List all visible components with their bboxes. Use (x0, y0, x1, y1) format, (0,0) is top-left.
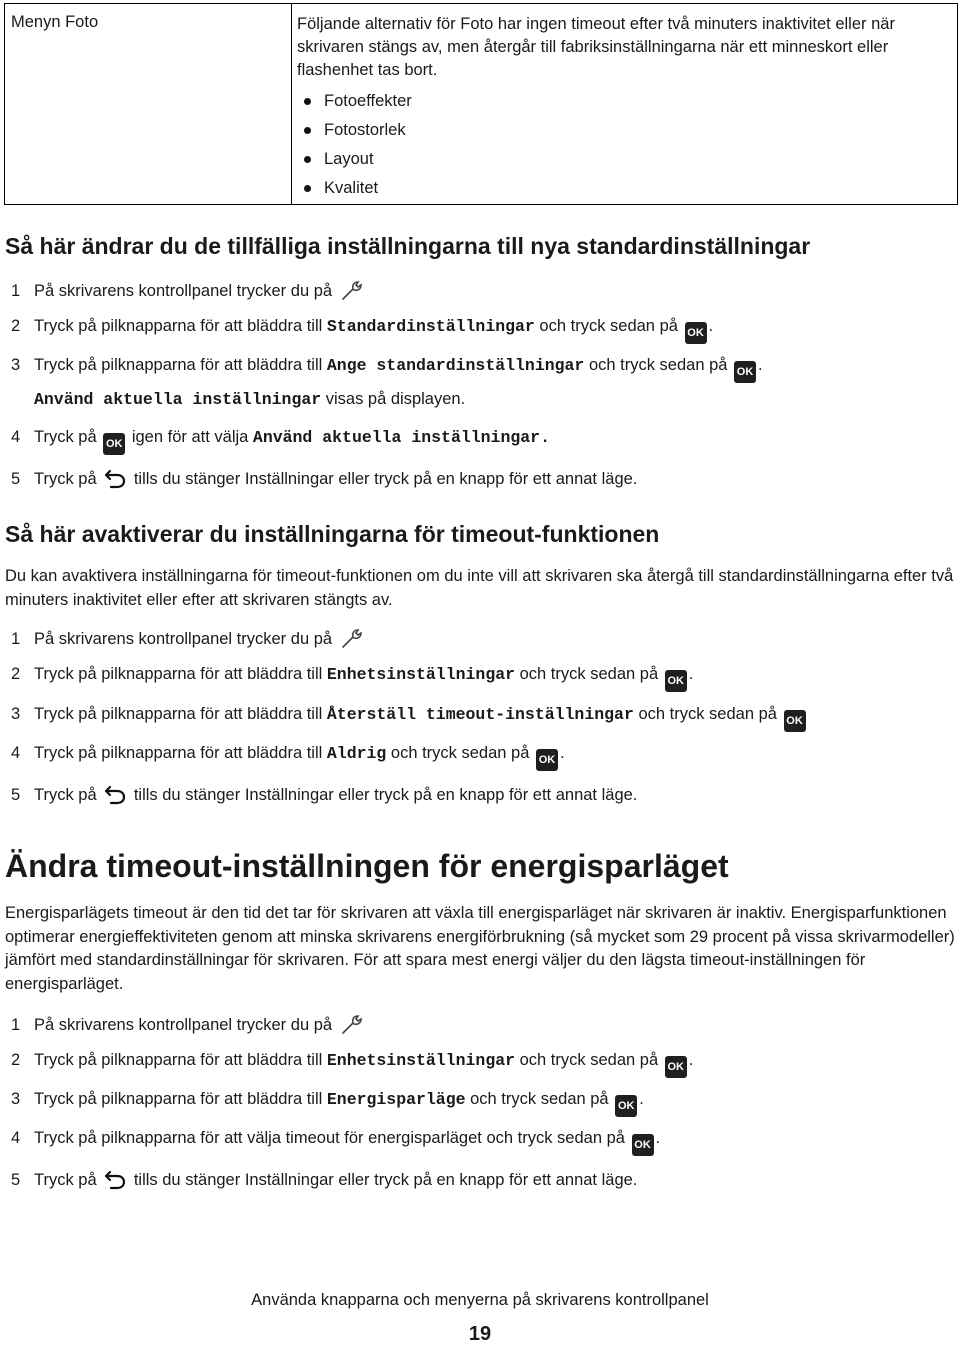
menu-option-code: Använd aktuella inställningar (34, 390, 322, 409)
page-footer: Använda knapparna och menyerna på skrivarens kontrollpanel (251, 1291, 709, 1309)
menu-option-code: Använd aktuella inställningar (252, 428, 541, 447)
step-1 (11, 1013, 367, 1035)
step-text: Tryck på pilknapparna för att bläddra till (34, 1051, 323, 1069)
ok-button-icon: OK (632, 1134, 654, 1156)
step-text: tills du stänger Inställningar eller tryck på en knapp för ett annat läge. (133, 470, 638, 488)
step-4 (11, 428, 550, 455)
step-4 (11, 744, 565, 771)
menu-label: Menyn Foto (11, 13, 99, 31)
step-text: På skrivarens kontrollpanel trycker du på (34, 282, 333, 300)
list-item: Fotostorlek (292, 117, 957, 146)
punctuation: . (655, 1129, 661, 1147)
punctuation: . (639, 1090, 644, 1108)
punctuation: . (688, 665, 694, 683)
menu-option-code: Aldrig (326, 744, 387, 763)
step-text: Tryck på pilknapparna för att bläddra till (34, 356, 323, 374)
ok-button-icon: OK (734, 361, 756, 383)
back-arrow-icon (104, 467, 126, 489)
ok-button-icon: OK (103, 433, 125, 455)
step-text: och tryck sedan på (588, 356, 728, 374)
step-text: Tryck på (34, 1171, 97, 1189)
step-number: 2 (11, 665, 21, 683)
step-text: På skrivarens kontrollpanel trycker du på (34, 630, 333, 648)
list-item: Fotoeffekter (292, 88, 957, 117)
step-text: Tryck på pilknapparna för att bläddra till (34, 744, 323, 762)
step-5 (11, 783, 637, 805)
step-text: igen för att välja (131, 428, 249, 446)
menu-option-code: Energisparläge (326, 1090, 466, 1109)
step-3 (11, 356, 763, 383)
step-text: och tryck sedan på (539, 317, 678, 335)
step-number: 4 (11, 428, 21, 446)
step-number: 2 (11, 317, 21, 335)
step-number: 3 (11, 705, 21, 723)
ok-button-icon: OK (665, 1056, 687, 1078)
page-title: Ändra timeout-inställningen för energisparläget (5, 848, 729, 884)
wrench-icon (340, 627, 364, 649)
ok-button-icon: OK (784, 710, 806, 732)
step-number: 3 (11, 1090, 21, 1108)
menu-label-cell (5, 4, 292, 205)
intro-paragraph: Energisparlägets timeout är den tid det tar för skrivaren att växla till energisparläget när skrivaren är inaktiv. Energisparfunktionen optimerar energieffektiviteten genom att minska skrivarens energiförbrukning (så mycket som 29 procent på vissa skrivarmodeller) jämfört med standardinställningar för skrivaren. För att spara mest energi väljer du den lägsta timeout-inställningen för energisparläget. (5, 904, 955, 993)
menu-option-code: Ange standardinställningar (326, 356, 585, 375)
punctuation: . (540, 428, 550, 447)
step-3 (11, 1090, 644, 1117)
step-text: tills du stänger Inställningar eller tryck på en knapp för ett annat läge. (133, 786, 638, 804)
step-3-note (34, 390, 465, 409)
punctuation: . (758, 356, 763, 374)
menu-options-list (292, 88, 957, 204)
step-text: Tryck på pilknapparna för att bläddra till (34, 317, 323, 335)
step-text: På skrivarens kontrollpanel trycker du på (34, 1016, 333, 1034)
page-number: 19 (468, 1323, 492, 1345)
back-arrow-icon (104, 783, 126, 805)
step-4 (11, 1129, 660, 1156)
step-text: och tryck sedan på (519, 665, 659, 683)
step-number: 1 (11, 1016, 21, 1034)
step-5 (11, 467, 637, 489)
wrench-icon (340, 1013, 364, 1035)
step-text: Tryck på (34, 428, 97, 446)
step-number: 1 (11, 630, 21, 648)
back-arrow-icon (104, 1168, 126, 1190)
ok-button-icon: OK (536, 749, 558, 771)
step-5 (11, 1168, 637, 1190)
list-item: Layout (292, 146, 957, 175)
punctuation: . (688, 1051, 694, 1069)
ok-button-icon: OK (685, 322, 707, 344)
step-number: 4 (11, 1129, 21, 1147)
step-text: Tryck på (34, 470, 97, 488)
step-text: och tryck sedan på (638, 705, 777, 723)
step-number: 5 (11, 1171, 21, 1189)
menu-option-code: Standardinställningar (326, 317, 535, 336)
step-number: 5 (11, 786, 21, 804)
step-3 (11, 705, 808, 732)
menu-description-cell (292, 4, 958, 205)
intro-paragraph: Du kan avaktivera inställningarna för timeout-funktionen om du inte vill att skrivaren ska återgå till standardinställningarna efter två minuters inaktivitet eller efter att skrivaren stängts av. (5, 567, 954, 609)
step-1 (11, 279, 367, 301)
step-1 (11, 627, 367, 649)
step-number: 5 (11, 470, 21, 488)
step-2 (11, 665, 693, 692)
menu-option-code: Återställ timeout-inställningar (326, 705, 634, 724)
step-text: och tryck sedan på (390, 744, 530, 762)
ok-button-icon: OK (615, 1095, 637, 1117)
list-item: Kvalitet (292, 175, 957, 204)
step-text: visas på displayen. (325, 390, 466, 408)
step-text: och tryck sedan på (470, 1090, 609, 1108)
step-number: 2 (11, 1051, 21, 1069)
step-number: 3 (11, 356, 21, 374)
section-heading-defaults: Så här ändrar du de tillfälliga inställningarna till nya standardinställningar (5, 233, 811, 259)
step-text: Tryck på pilknapparna för att välja timeout för energisparläget och tryck sedan på (34, 1129, 625, 1147)
step-2 (11, 1051, 693, 1078)
step-text: Tryck på pilknapparna för att bläddra till (34, 705, 323, 723)
menu-option-code: Enhetsinställningar (326, 1051, 516, 1070)
photo-menu-table (4, 3, 958, 205)
menu-option-code: Enhetsinställningar (326, 665, 516, 684)
punctuation: . (560, 744, 565, 762)
step-text: Tryck på pilknapparna för att bläddra till (34, 665, 323, 683)
step-text: tills du stänger Inställningar eller tryck på en knapp för ett annat läge. (133, 1171, 638, 1189)
wrench-icon (340, 279, 364, 301)
step-text: Tryck på (34, 786, 97, 804)
section-heading-timeout: Så här avaktiverar du inställningarna för timeout-funktionen (5, 521, 660, 547)
menu-description: Följande alternativ för Foto har ingen timeout efter två minuters inaktivitet eller när skrivaren stängs av, men återgår till fabriksinställningarna när ett minneskort eller flashenhet tas bort. (297, 15, 895, 79)
punctuation: . (708, 317, 714, 335)
step-text: och tryck sedan på (519, 1051, 659, 1069)
ok-button-icon: OK (665, 670, 687, 692)
step-2 (11, 317, 713, 344)
step-number: 4 (11, 744, 21, 762)
step-text: Tryck på pilknapparna för att bläddra till (34, 1090, 323, 1108)
step-number: 1 (11, 282, 21, 300)
